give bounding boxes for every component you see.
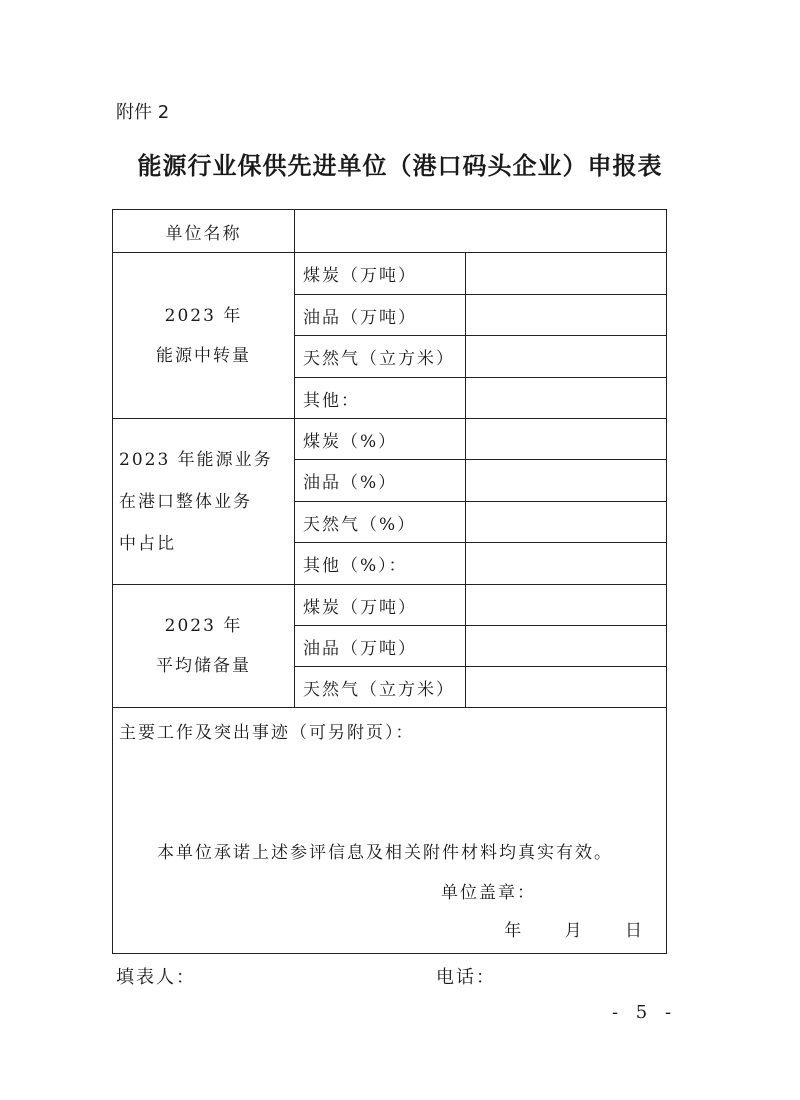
stamp-label: 单位盖章： — [441, 883, 536, 903]
date-year: 年 — [504, 921, 524, 941]
item-label: 天然气（立方米） — [295, 667, 466, 708]
input-cell[interactable] — [466, 585, 667, 626]
input-cell[interactable] — [466, 253, 667, 295]
group-transfer-title: 能源中转量 — [156, 345, 251, 366]
group-reserves-year: 2023 年 — [164, 616, 243, 636]
input-cell[interactable] — [466, 502, 667, 543]
group-transfer-volume — [113, 253, 295, 419]
input-cell[interactable] — [466, 378, 667, 419]
application-form — [112, 209, 666, 954]
item-label: 煤炭（万吨） — [295, 585, 466, 626]
attachment-label: 附件 2 — [116, 102, 170, 123]
row-unit-name — [113, 210, 667, 253]
item-label: 油品（%） — [295, 460, 466, 502]
date-line — [504, 916, 644, 941]
group-average-reserves — [113, 585, 295, 708]
row-g2-coal — [113, 419, 667, 460]
item-label: 天然气（立方米） — [295, 336, 466, 378]
filler-label: 填表人： — [116, 967, 196, 988]
row-g1-coal — [113, 253, 667, 295]
item-label: 油品（万吨） — [295, 626, 466, 667]
date-month: 月 — [564, 921, 584, 941]
form-title: 能源行业保供先进单位（港口码头企业）申报表 — [137, 152, 663, 180]
unit-name-field[interactable] — [295, 210, 667, 253]
input-cell[interactable] — [466, 295, 667, 336]
achievements-cell[interactable] — [113, 708, 667, 954]
item-label: 煤炭（%） — [295, 419, 466, 460]
form-table — [112, 209, 667, 954]
item-label: 其他： — [295, 378, 466, 419]
input-cell[interactable] — [466, 460, 667, 502]
group-share-line3: 中占比 — [119, 533, 176, 554]
achievements-label: 主要工作及突出事迹（可另附页）： — [119, 723, 415, 743]
date-day: 日 — [625, 921, 644, 941]
group-energy-share — [113, 419, 295, 585]
item-label: 煤炭（万吨） — [295, 253, 466, 295]
group-share-line2: 在港口整体业务 — [119, 491, 252, 512]
row-g3-coal — [113, 585, 667, 626]
item-label: 油品（万吨） — [295, 295, 466, 336]
input-cell[interactable] — [466, 336, 667, 378]
input-cell[interactable] — [466, 626, 667, 667]
group-reserves-title: 平均储备量 — [156, 656, 251, 676]
unit-name-label: 单位名称 — [113, 210, 295, 253]
input-cell[interactable] — [466, 667, 667, 708]
row-achievements — [113, 708, 667, 954]
pledge-text: 本单位承诺上述参评信息及相关附件材料均真实有效。 — [157, 843, 613, 863]
group-share-line1: 2023 年能源业务 — [119, 449, 273, 470]
input-cell[interactable] — [466, 543, 667, 585]
item-label: 其他（%）： — [295, 543, 466, 585]
item-label: 天然气（%） — [295, 502, 466, 543]
phone-label: 电话： — [436, 967, 496, 988]
group-transfer-year: 2023 年 — [164, 305, 243, 326]
input-cell[interactable] — [466, 419, 667, 460]
page-number: - 5 - — [612, 1002, 678, 1023]
